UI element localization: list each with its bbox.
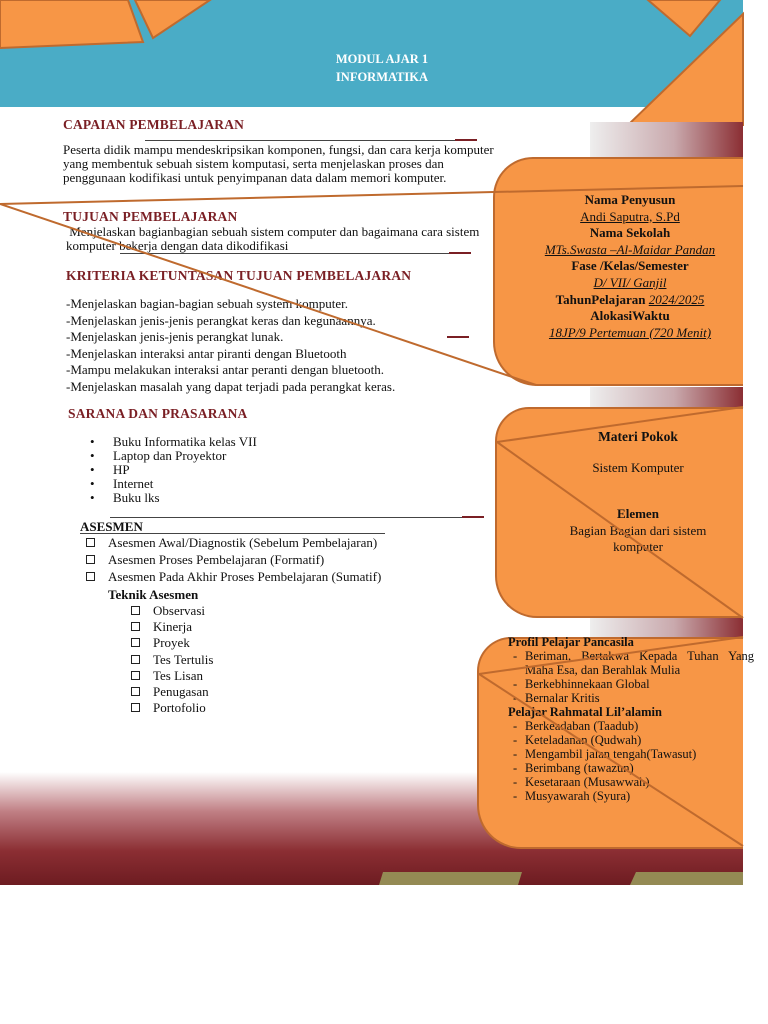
profil-item: - Beriman, Bertakwa Kepada Tuhan Yang Maha Esa, dan Berahlak Mulia — [508, 649, 754, 677]
tujuan-heading: TUJUAN PEMBELAJARAN — [63, 209, 238, 224]
elemen-label: Elemen — [617, 506, 659, 522]
alokasi-value: 18JP/9 Pertemuan (720 Menit) — [548, 324, 712, 340]
footer-olive-shape-2 — [630, 872, 743, 885]
tahun-row — [530, 292, 730, 309]
checkbox-icon[interactable] — [86, 555, 95, 564]
band-1 — [590, 122, 743, 158]
rahmatal-heading: Pelajar Rahmatal Lil’alamin — [508, 705, 662, 719]
tahun-value: 2024/2025 — [648, 291, 705, 307]
teknik-item-label: Kinerja — [153, 619, 192, 635]
sarana-item: • Buku Informatika kelas VII — [66, 435, 257, 449]
fase-value: D/ VII/ Ganjil — [593, 274, 667, 290]
asesmen-item-label: Asesmen Pada Akhir Proses Pembelajaran (Sumatif) — [108, 569, 382, 585]
kriteria-item: -Menjelaskan masalah yang dapat terjadi pada perangkat keras. — [66, 378, 396, 394]
rahmatal-item: - Kesetaraan (Musawwah) — [508, 775, 754, 789]
teknik-item-label: Proyek — [153, 635, 190, 651]
checkbox-icon[interactable] — [131, 622, 140, 631]
identity-card-content — [530, 192, 730, 341]
teknik-item-label: Penugasan — [153, 684, 209, 700]
penyusun-value: Andi Saputra, S.Pd — [580, 208, 680, 224]
asesmen-item[interactable] — [86, 552, 381, 568]
teknik-item[interactable] — [131, 652, 213, 668]
sarana-rule — [110, 517, 462, 518]
asesmen-heading: ASESMEN — [80, 519, 143, 534]
materi-label: Materi Pokok — [598, 429, 678, 444]
rahmatal-item: - Berimbang (tawazun) — [508, 761, 754, 775]
asesmen-item-label: Asesmen Awal/Diagnostik (Sebelum Pembelajaran) — [108, 535, 378, 550]
asesmen-list — [86, 535, 381, 586]
teknik-item-label: Tes Lisan — [153, 667, 203, 683]
header-orange-shape-left — [0, 0, 143, 48]
kriteria-item: -Menjelaskan bagian-bagian sebuah system komputer. — [66, 296, 348, 311]
rahmatal-item: - Keteladanan (Qudwah) — [508, 733, 754, 747]
teknik-asesmen-heading: Teknik Asesmen — [108, 587, 199, 602]
kriteria-item: -Mampu melakukan interaksi antar peranti dengan bluetooth. — [66, 362, 385, 378]
header-title-line1: MODUL AJAR 1 — [335, 52, 429, 66]
penyusun-label: Nama Penyusun — [584, 192, 676, 207]
profil-list — [508, 649, 754, 705]
teknik-item[interactable] — [131, 700, 213, 716]
sekolah-value: MTs.Swasta –Al-Maidar Pandan — [544, 241, 716, 257]
checkbox-icon[interactable] — [131, 638, 140, 647]
band-2 — [590, 387, 743, 407]
rahmatal-item: - Musyawarah (Syura) — [508, 789, 754, 803]
checkbox-icon[interactable] — [131, 671, 140, 680]
header-title-line2: INFORMATIKA — [335, 70, 429, 84]
tujuan-text — [66, 225, 506, 253]
teknik-item[interactable] — [131, 603, 213, 619]
checkbox-icon[interactable] — [131, 655, 140, 664]
footer-olive-shape-1 — [379, 872, 522, 885]
capaian-heading: CAPAIAN PEMBELAJARAN — [63, 117, 245, 132]
rahmatal-list — [508, 719, 754, 803]
tahun-label: TahunPelajaran — [555, 291, 646, 307]
teknik-item-label: Portofolio — [153, 700, 206, 716]
kriteria-item: -Menjelaskan jenis-jenis perangkat lunak. — [66, 329, 284, 345]
kriteria-list — [66, 296, 395, 396]
sarana-list — [66, 435, 257, 505]
teknik-item-label: Tes Tertulis — [153, 651, 214, 667]
sarana-item: • Laptop dan Proyektor — [66, 449, 257, 463]
kriteria-item: -Menjelaskan interaksi antar piranti dengan Bluetooth — [66, 345, 347, 361]
profil-item: - Berkebhinnekaan Global — [508, 677, 754, 691]
teknik-asesmen-list — [131, 603, 213, 716]
sekolah-label: Nama Sekolah — [589, 225, 671, 241]
checkbox-icon[interactable] — [131, 687, 140, 696]
kriteria-heading: KRITERIA KETUNTASAN TUJUAN PEMBELAJARAN — [66, 268, 412, 283]
sarana-item: • HP — [66, 463, 257, 477]
teknik-item[interactable] — [131, 684, 213, 700]
sarana-rule-accent — [462, 516, 484, 518]
checkbox-icon[interactable] — [131, 606, 140, 615]
kriteria-rule-accent — [447, 336, 469, 338]
rahmatal-item: - Mengambil jalan tengah(Tawasut) — [508, 747, 754, 761]
alokasi-label: AlokasiWaktu — [590, 308, 670, 324]
fase-label: Fase /Kelas/Semester — [571, 258, 689, 274]
teknik-item[interactable] — [131, 635, 213, 651]
checkbox-icon[interactable] — [131, 703, 140, 712]
asesmen-item[interactable] — [86, 535, 381, 551]
capaian-rule — [145, 140, 455, 141]
tujuan-rule-accent — [449, 252, 471, 254]
materi-card-content — [538, 429, 738, 556]
teknik-item[interactable] — [131, 668, 213, 684]
teknik-item[interactable] — [131, 619, 213, 635]
tujuan-rule — [120, 253, 450, 254]
asesmen-item-label: Asesmen Proses Pembelajaran (Formatif) — [108, 552, 325, 568]
teknik-item-label: Observasi — [153, 603, 205, 618]
profil-card-content — [508, 635, 754, 803]
checkbox-icon[interactable] — [86, 572, 95, 581]
header-title — [282, 50, 482, 86]
elemen-value: Bagian Bagian dari sistem komputer — [569, 522, 707, 555]
sarana-item: • Buku lks — [66, 491, 257, 505]
asesmen-rule — [80, 533, 385, 534]
checkbox-icon[interactable] — [86, 538, 95, 547]
kriteria-item: -Menjelaskan jenis-jenis perangkat keras dan kegunaannya. — [66, 312, 376, 328]
sarana-heading: SARANA DAN PRASARANA — [68, 406, 248, 421]
sarana-item: • Internet — [66, 477, 257, 491]
materi-value: Sistem Komputer — [592, 459, 684, 475]
capaian-text: Peserta didik mampu mendeskripsikan komponen, fungsi, dan cara kerja komputer yang membentuk sebuah sistem komputasi, serta menjelaskan proses dan penggunaan kodifikasi untuk penyimpanan data dalam memori komputer. — [63, 142, 494, 185]
capaian-rule-accent — [455, 139, 477, 141]
profil-item: - Bernalar Kritis — [508, 691, 754, 705]
tujuan-text-body: Menjelaskan bagianbagian sebuah sistem computer dan bagaimana cara sistem komputer bekerja dengan data dikodifikasi — [66, 224, 480, 253]
profil-heading: Profil Pelajar Pancasila — [508, 635, 634, 649]
rahmatal-item: - Berkeadaban (Taadub) — [508, 719, 754, 733]
asesmen-item[interactable] — [86, 569, 381, 585]
